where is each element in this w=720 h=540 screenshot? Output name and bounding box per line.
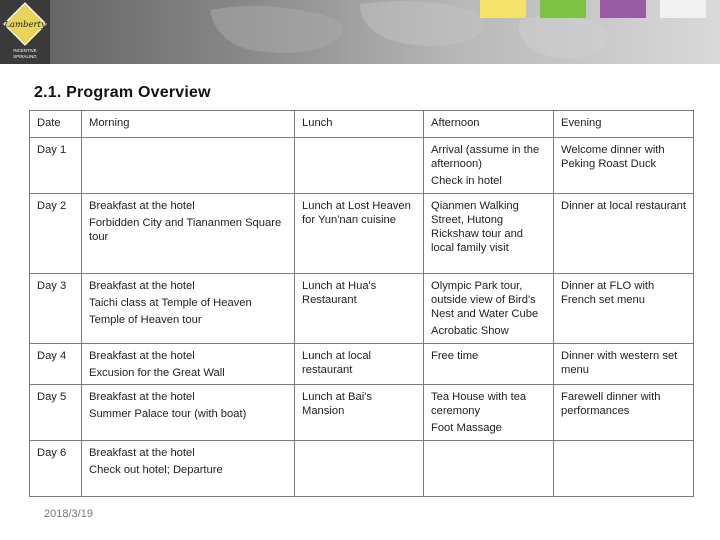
purple-square — [600, 0, 646, 18]
cell-line: Acrobatic Show — [431, 325, 509, 337]
cell-line: Welcome dinner with Peking Roast Duck — [561, 144, 665, 170]
svg-text:INCENTIVE: INCENTIVE — [13, 48, 37, 53]
cell-line: Dinner with western set menu — [561, 350, 678, 376]
cell-line: Dinner at local restaurant — [561, 200, 686, 212]
page-title: 2.1. Program Overview — [34, 84, 211, 101]
cell-afternoon — [424, 385, 554, 441]
table-row — [30, 138, 694, 194]
cell-date: Day 1 — [30, 138, 82, 194]
cell-evening — [554, 274, 694, 344]
cell-lunch — [295, 138, 424, 194]
table-row — [30, 344, 694, 385]
cell-lunch — [295, 274, 424, 344]
cell-afternoon — [424, 194, 554, 274]
cell-lunch — [295, 344, 424, 385]
header-banner — [0, 0, 720, 64]
cell-line: Summer Palace tour (with boat) — [89, 408, 247, 420]
svg-text:SPIRALING: SPIRALING — [13, 54, 37, 59]
cell-lunch — [295, 385, 424, 441]
cell-line: Check in hotel — [431, 175, 502, 187]
header-date: Date — [30, 111, 82, 138]
cell-evening — [554, 344, 694, 385]
cell-date: Day 2 — [30, 194, 82, 274]
white-square — [660, 0, 706, 18]
cell-line: Free time — [431, 350, 479, 362]
footer-date: 2018/3/19 — [44, 508, 93, 520]
cell-line: Olympic Park tour, outside view of Bird's Nest and Water Cube — [431, 280, 539, 320]
header-lunch: Lunch — [295, 111, 424, 138]
svg-text:Lamberty: Lamberty — [4, 20, 46, 30]
cell-afternoon — [424, 344, 554, 385]
green-square — [540, 0, 586, 18]
cell-line: Breakfast at the hotel — [89, 280, 195, 292]
lamberty-logo — [0, 0, 50, 64]
cell-date: Day 5 — [30, 385, 82, 441]
cell-morning — [82, 138, 295, 194]
cell-line: Check out hotel; Departure — [89, 464, 223, 476]
cell-line: Lunch at Bai's Mansion — [302, 391, 372, 417]
cell-evening — [554, 385, 694, 441]
cell-afternoon — [424, 138, 554, 194]
cell-morning — [82, 194, 295, 274]
cell-line: Qianmen Walking Street, Hutong Rickshaw tour and local family visit — [431, 200, 524, 254]
cell-evening — [554, 194, 694, 274]
program-table — [29, 110, 694, 497]
cell-line: Forbidden City and Tiananmen Square tour — [89, 217, 282, 243]
cell-morning — [82, 344, 295, 385]
cell-line: Breakfast at the hotel — [89, 391, 195, 403]
cell-afternoon — [424, 441, 554, 497]
accent-squares — [480, 0, 720, 18]
cell-date: Day 6 — [30, 441, 82, 497]
cell-line: Breakfast at the hotel — [89, 200, 195, 212]
cell-line: Lunch at Hua's Restaurant — [302, 280, 377, 306]
cell-line: Dinner at FLO with French set menu — [561, 280, 655, 306]
cell-line: Lunch at Lost Heaven for Yun'nan cuisine — [302, 200, 411, 226]
cell-afternoon — [424, 274, 554, 344]
table-header-row — [30, 111, 694, 138]
cell-evening — [554, 138, 694, 194]
table-row — [30, 274, 694, 344]
cell-line: Breakfast at the hotel — [89, 447, 195, 459]
cell-date: Day 4 — [30, 344, 82, 385]
header-evening: Evening — [554, 111, 694, 138]
header-morning: Morning — [82, 111, 295, 138]
program-table-body — [30, 138, 694, 497]
cell-line: Arrival (assume in the afternoon) — [431, 144, 540, 170]
cell-date: Day 3 — [30, 274, 82, 344]
cell-line: Farewell dinner with performances — [561, 391, 661, 417]
cell-lunch — [295, 441, 424, 497]
cell-line: Temple of Heaven tour — [89, 314, 202, 326]
cell-line: Taichi class at Temple of Heaven — [89, 297, 252, 309]
cell-line: Tea House with tea ceremony — [431, 391, 527, 417]
cell-line: Lunch at local restaurant — [302, 350, 372, 376]
cell-morning — [82, 385, 295, 441]
header-afternoon: Afternoon — [424, 111, 554, 138]
table-row — [30, 385, 694, 441]
yellow-square — [480, 0, 526, 18]
cell-lunch — [295, 194, 424, 274]
cell-morning — [82, 274, 295, 344]
table-row — [30, 441, 694, 497]
cell-evening — [554, 441, 694, 497]
cell-line: Excusion for the Great Wall — [89, 367, 225, 379]
cell-morning — [82, 441, 295, 497]
cell-line: Foot Massage — [431, 422, 502, 434]
cell-line: Breakfast at the hotel — [89, 350, 195, 362]
table-row — [30, 194, 694, 274]
